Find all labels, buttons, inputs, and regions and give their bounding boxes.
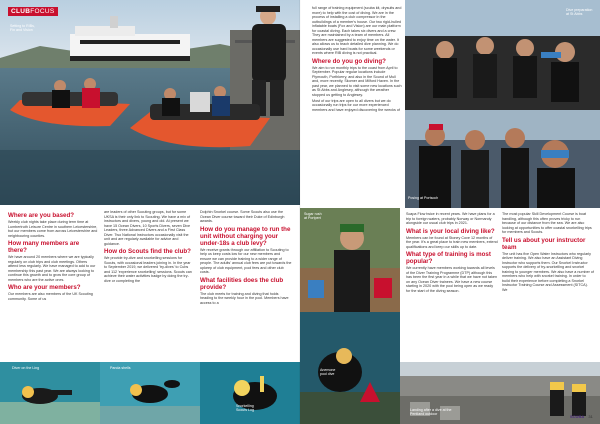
caption-bottom-left-3 — [236, 404, 254, 413]
heading-who-are-members: Who are your members? — [8, 284, 81, 291]
heading-training-popular: What type of training is most popular? — [406, 251, 491, 265]
paragraph: We currently have members working towards all levels of the Diver Training Programme (DTP) although this has been the first year in a while that we have not taken on any Ocean Diver trainees. We have a new course starting in 2020 with the pool being open as we ready for the start of the diving season. — [406, 266, 498, 293]
divers-posing-photo — [405, 110, 600, 208]
underwater-photo-1 — [0, 362, 100, 424]
heading-where-based: Where are you based? — [8, 212, 75, 219]
caption-line: Setting to RIBs, — [10, 24, 35, 28]
paragraph: The unit has five Open Water Instructors who regularly deliver training. We also have an Assistant Diving Instructor who supports them. Our Snorkel Instructor supports the delivery of try-snorkelling and snorkel training to younger members. We also have a number of members who help with snorkel training. In order to build their experience before completing a Snorkel Instructor Training Course and Assessment (SITCA). We — [502, 251, 594, 292]
underwater-photo-3 — [200, 362, 300, 424]
caption-line: Posing at Portsoch — [408, 196, 439, 200]
heading-how-scouts-find: How do Scouts find the club? — [104, 248, 191, 255]
diver-ling-image — [0, 362, 100, 424]
heading-instructor-team: Tell us about your instructor team — [502, 236, 586, 251]
ribs-harbour-image — [0, 0, 300, 205]
paragraph: We provide try-dive and snorkelling sessions for Scouts, with occasional leaders joining in. In the year to September 2019, we delivered 'try-dives' to Cubs and 112 'experience snorkelling' sessions. Scouts can achieve their water activities badge by doing the try-dive or completing the — [104, 256, 192, 283]
heading-club-levy: How do you manage to run the unit without charging your under-18s a club levy? — [200, 225, 291, 247]
heading-how-many-members: How many members are there? — [8, 240, 80, 254]
page-footer — [570, 414, 593, 419]
caption-bottom-mid — [320, 368, 335, 377]
caption-top-left — [10, 24, 35, 33]
paragraph: full range of training equipment (scuba kit, drysuits and more) to help with the cost of diving. We are in the process of installing a club compressor in the outbuildings of a member's house. Our two rigid-hulled inflatable boats (Fox and Vision) are our main platform for coastal diving. Each takes six divers and a crew. They are maintained by a team of members. All members are suggested to enjoy time on the water. It also allows us to teach detailed dive planning. We do occasionally use hard boats for some weekends or events where RIB diving is not practical. — [312, 6, 402, 55]
heading-facilities: What facilities does the club provide? — [200, 276, 284, 291]
caption-line: at Portpert — [304, 216, 321, 221]
panda-shells-image — [100, 362, 200, 424]
sugar-rush-photo — [300, 208, 400, 312]
caption-line: Sugar rush — [304, 212, 322, 216]
section-tag-box — [8, 7, 58, 16]
right-column-bottom-2 — [502, 212, 594, 362]
paragraph: The most popular Skill Development Course is boat handling, although this often proves tricky to run because of our distance from the sea. We are also looking at opportunities to offer coastal snorkelling trips for members and Scouts. — [502, 212, 592, 234]
caption-line: Panda shells — [110, 366, 131, 370]
paragraph: We receive grants through our affiliation to Scouting to help us keep costs low for our new members and ensure we can provide training to a wider range of people. The adults' annual club fees are put towards the upkeep of club equipment, pool fees and other club costs. — [200, 247, 292, 274]
paragraph: Weekly club nights take place during term time at Lumbertruth Leisure Centre in southern Leicestershire, but our members come from across Leicestershire and neighbouring counties. — [8, 220, 98, 238]
footer-brand: SCUBA — [570, 414, 585, 419]
caption-line: Scouts Log — [236, 408, 254, 413]
underwater-photo-2 — [100, 362, 200, 424]
page-number: 31 — [588, 414, 593, 419]
snorkelling-image — [200, 362, 300, 424]
paragraph: Members can be found at Stoney Cove 12 months of the year. It's a great place to train new members, extend qualifications and keep our skills up to date. — [406, 235, 498, 249]
sugar-rush-image — [300, 208, 400, 312]
caption-line: Pentland outdoor — [410, 412, 438, 417]
anemone-image — [300, 312, 400, 424]
left-column-3 — [200, 210, 292, 360]
ribs-harbour-photo — [0, 0, 300, 205]
caption-line: pool dive — [320, 372, 335, 377]
left-column-1 — [8, 210, 98, 360]
tag-focus: FOCUS — [30, 7, 55, 15]
caption-line: Fin and Vision — [10, 28, 33, 33]
tag-club: CLUB — [11, 7, 31, 15]
paragraph: Dolphin Snorkel course. Some Scouts also use the Ocean Diver course toward their Duke of Edinburgh awards. — [200, 210, 285, 223]
paragraph: are leaders of other Scouting groups, but for some UKSA is their only link to Scouting. We have a mix of instructors and divers, young and old. At present we have 15 Ocean Divers, 10 Sports Divers, seven Dive Leaders, three Advanced Divers and a First Class Diver. Two National Instructors occasionally visit the unit and are regularly available for advice and guidance. — [104, 210, 191, 246]
paragraph: Scapa Flow twice in recent years. We have plans for a trip to foreign waters, probably Norway or Normandy alongside our usual club trips in 2021. — [406, 212, 495, 225]
paragraph: Most of our trips are open to all divers but we do occasionally run trips for our more experienced members and have enjoyed discovering the wrecks of — [312, 98, 400, 112]
caption-line: Landing after a dive at the — [410, 408, 452, 412]
anemone-photo — [300, 312, 400, 424]
right-column-top — [312, 6, 402, 196]
right-page — [300, 0, 600, 424]
caption-mid-right — [408, 196, 438, 200]
caption-line: Anemone — [320, 368, 336, 372]
caption-line: at St Abbs — [566, 12, 583, 17]
caption-line: Dive preparation — [566, 8, 593, 12]
paragraph: The club meets for training and diving that holds heading to the weekly hour in the pool. Members have access to a — [200, 291, 289, 305]
caption-line: Diver on the Ling — [12, 366, 40, 370]
caption-mid-center — [304, 212, 322, 221]
paragraph: Our members are also members of the UK Scouting community. Some of us — [8, 292, 93, 301]
section-tag — [8, 6, 58, 16]
caption-bottom-left-2 — [110, 366, 131, 370]
right-column-bottom-1 — [406, 212, 498, 362]
caption-line: Snorkelling — [236, 404, 254, 408]
caption-top-right — [566, 8, 592, 17]
heading-local-diving: What is your local diving like? — [406, 227, 495, 235]
left-column-2 — [104, 210, 194, 360]
caption-bottom-right — [410, 408, 452, 417]
heading-where-diving: Where do you go diving? — [312, 57, 386, 65]
caption-bottom-left-1 — [12, 366, 39, 370]
posing-divers-image — [405, 110, 600, 208]
paragraph: We have around 20 members where we are typically regularly on club trips and club meetings. Others attend less regularly. We have managed to add to our membership this past year. We are always looking to continue this growth and to grow the core group of members who are the active ones. — [8, 255, 96, 282]
paragraph: We aim to run monthly trips to the coast from April to September. Popular regular locations include Plymouth, Porthkerry, and also in the Sound of Mull and, more recently, Skomer and Milford Haven. In the past year, we planned to visit some new locations such as St Abbs and Anglesey, although the weather stopped us getting to Anglesey. — [312, 65, 402, 97]
